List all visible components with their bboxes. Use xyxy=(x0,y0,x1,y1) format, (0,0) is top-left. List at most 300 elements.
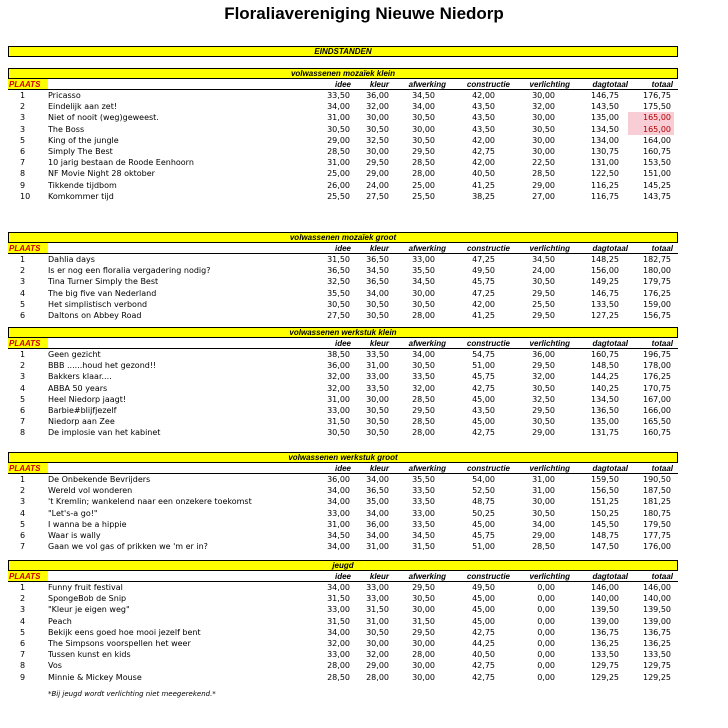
row-name: Bekijk eens goed hoe mooi jezelf bent xyxy=(48,627,201,637)
cell-afwerking: 34,00 xyxy=(412,350,435,359)
cell-totaal: 181,25 xyxy=(643,497,671,507)
cell-totaal: 165,50 xyxy=(643,417,671,427)
cell-constructie: 45,75 xyxy=(472,530,495,540)
cell-verlichting: 0,00 xyxy=(537,661,555,671)
cell-constructie: 40,50 xyxy=(472,169,495,179)
cell-totaal: 176,25 xyxy=(643,372,671,382)
header-kleur: kleur xyxy=(369,339,389,348)
header-verlichting: verlichting xyxy=(529,244,570,253)
cell-dagtotaal: 148,50 xyxy=(591,361,619,371)
row-rank: 8 xyxy=(20,661,26,671)
cell-kleur: 30,00 xyxy=(366,638,389,648)
cell-kleur: 30,50 xyxy=(366,310,389,320)
header-totaal: totaal xyxy=(651,464,673,473)
cell-totaal: 145,25 xyxy=(643,180,671,190)
cell-verlichting: 30,00 xyxy=(532,135,555,145)
cell-afwerking: 30,00 xyxy=(412,124,435,134)
header-verlichting: verlichting xyxy=(529,80,570,89)
cell-dagtotaal: 134,00 xyxy=(591,135,619,145)
table-row xyxy=(8,124,678,135)
header-constructie: constructie xyxy=(466,244,510,253)
table-row xyxy=(8,416,678,427)
row-name: Is er nog een floralia vergadering nodig? xyxy=(48,266,211,276)
cell-constructie: 42,75 xyxy=(472,146,495,156)
cell-kleur: 36,00 xyxy=(366,519,389,529)
cell-verlichting: 32,00 xyxy=(532,372,555,382)
cell-totaal: 160,75 xyxy=(643,146,671,156)
header-dagtotaal: dagtotaal xyxy=(592,80,628,89)
cell-dagtotaal: 131,75 xyxy=(591,428,619,438)
cell-kleur: 28,00 xyxy=(366,672,389,682)
row-name: Heel Niedorp jaagt! xyxy=(48,394,127,404)
cell-afwerking: 29,50 xyxy=(412,405,435,415)
cell-constructie: 42,00 xyxy=(472,299,495,309)
cell-kleur: 35,00 xyxy=(366,497,389,507)
row-rank: 1 xyxy=(20,91,26,100)
table-row xyxy=(8,394,678,405)
cell-verlichting: 0,00 xyxy=(537,605,555,615)
cell-totaal: 182,75 xyxy=(643,255,671,264)
cell-kleur: 36,50 xyxy=(366,255,389,264)
cell-verlichting: 22,50 xyxy=(532,158,555,168)
row-rank: 7 xyxy=(20,542,26,552)
cell-dagtotaal: 143,50 xyxy=(591,102,619,112)
cell-kleur: 33,00 xyxy=(366,583,389,592)
cell-dagtotaal: 129,75 xyxy=(591,661,619,671)
cell-dagtotaal: 147,50 xyxy=(591,542,619,552)
cell-constructie: 49,50 xyxy=(472,266,495,276)
cell-totaal: 176,75 xyxy=(643,91,671,100)
cell-kleur: 30,00 xyxy=(366,146,389,156)
cell-kleur: 27,50 xyxy=(366,191,389,201)
cell-dagtotaal: 145,50 xyxy=(591,519,619,529)
cell-dagtotaal: 148,25 xyxy=(591,255,619,264)
cell-idee: 31,50 xyxy=(327,594,350,604)
table-row xyxy=(8,649,678,660)
cell-totaal: 175,50 xyxy=(643,102,671,112)
cell-totaal: 136,25 xyxy=(643,638,671,648)
cell-totaal: 166,00 xyxy=(643,405,671,415)
cell-afwerking: 30,50 xyxy=(412,113,435,123)
table-row xyxy=(8,383,678,394)
cell-constructie: 43,50 xyxy=(472,113,495,123)
row-name: 't Kremlin; wankelend naar een onzekere toekomst xyxy=(48,497,252,507)
table-row xyxy=(8,265,678,276)
cell-verlichting: 25,50 xyxy=(532,299,555,309)
cell-verlichting: 32,50 xyxy=(532,394,555,404)
section-title: volwassenen mozaïek klein xyxy=(8,68,678,79)
cell-afwerking: 30,50 xyxy=(412,299,435,309)
row-rank: 3 xyxy=(20,605,26,615)
cell-dagtotaal: 151,25 xyxy=(591,497,619,507)
cell-idee: 28,50 xyxy=(327,146,350,156)
row-name: Niet of nooit (weg)geweest. xyxy=(48,113,159,123)
cell-afwerking: 33,50 xyxy=(412,372,435,382)
row-rank: 3 xyxy=(20,113,26,123)
row-name: Wereld vol wonderen xyxy=(48,486,133,496)
cell-dagtotaal: 140,25 xyxy=(591,383,619,393)
cell-dagtotaal: 160,75 xyxy=(591,350,619,359)
cell-afwerking: 28,50 xyxy=(412,394,435,404)
table-row xyxy=(8,405,678,416)
row-rank: 2 xyxy=(20,594,26,604)
cell-idee: 33,50 xyxy=(327,91,350,100)
header-constructie: constructie xyxy=(466,572,510,581)
cell-verlichting: 0,00 xyxy=(537,627,555,637)
cell-dagtotaal: 130,75 xyxy=(591,146,619,156)
cell-afwerking: 28,00 xyxy=(412,310,435,320)
cell-totaal: 167,00 xyxy=(643,394,671,404)
cell-afwerking: 29,50 xyxy=(412,583,435,592)
cell-verlichting: 0,00 xyxy=(537,583,555,592)
cell-verlichting: 27,00 xyxy=(532,191,555,201)
cell-totaal: 165,00 xyxy=(628,112,674,123)
cell-idee: 33,00 xyxy=(327,605,350,615)
cell-verlichting: 30,50 xyxy=(532,277,555,287)
cell-dagtotaal: 159,50 xyxy=(591,475,619,484)
table-row xyxy=(8,672,678,683)
cell-constructie: 45,75 xyxy=(472,372,495,382)
table-row xyxy=(8,288,678,299)
cell-idee: 26,00 xyxy=(327,180,350,190)
cell-kleur: 29,00 xyxy=(366,661,389,671)
header-constructie: constructie xyxy=(466,80,510,89)
cell-verlichting: 0,00 xyxy=(537,638,555,648)
cell-idee: 31,00 xyxy=(327,394,350,404)
cell-constructie: 54,00 xyxy=(472,475,495,484)
cell-dagtotaal: 116,25 xyxy=(591,180,619,190)
cell-afwerking: 30,50 xyxy=(412,594,435,604)
cell-constructie: 45,00 xyxy=(472,417,495,427)
header-idee: idee xyxy=(334,572,351,581)
cell-idee: 30,50 xyxy=(327,299,350,309)
table-row xyxy=(8,485,678,496)
cell-verlichting: 30,00 xyxy=(532,91,555,100)
header-dagtotaal: dagtotaal xyxy=(592,572,628,581)
cell-afwerking: 33,50 xyxy=(412,486,435,496)
cell-idee: 34,00 xyxy=(327,542,350,552)
cell-constructie: 45,75 xyxy=(472,277,495,287)
cell-dagtotaal: 129,25 xyxy=(591,672,619,682)
cell-afwerking: 28,00 xyxy=(412,428,435,438)
row-rank: 1 xyxy=(20,475,26,484)
cell-verlichting: 0,00 xyxy=(537,650,555,660)
header-verlichting: verlichting xyxy=(529,464,570,473)
row-rank: 4 xyxy=(20,508,26,518)
row-rank: 5 xyxy=(20,299,26,309)
row-rank: 3 xyxy=(20,372,26,382)
header-verlichting: verlichting xyxy=(529,572,570,581)
table-header xyxy=(8,338,678,349)
section-title: jeugd xyxy=(8,560,678,571)
cell-verlichting: 29,50 xyxy=(532,310,555,320)
cell-totaal: 133,50 xyxy=(643,650,671,660)
cell-constructie: 51,00 xyxy=(472,361,495,371)
cell-totaal: 180,75 xyxy=(643,508,671,518)
cell-constructie: 42,00 xyxy=(472,135,495,145)
row-rank: 2 xyxy=(20,486,26,496)
cell-kleur: 31,00 xyxy=(366,542,389,552)
cell-afwerking: 29,50 xyxy=(412,146,435,156)
cell-kleur: 34,00 xyxy=(366,475,389,484)
row-rank: 4 xyxy=(20,616,26,626)
row-name: Dahlia days xyxy=(48,255,95,264)
row-rank: 7 xyxy=(20,650,26,660)
cell-dagtotaal: 136,25 xyxy=(591,638,619,648)
header-afwerking: afwerking xyxy=(408,339,446,348)
table-row xyxy=(8,616,678,627)
cell-afwerking: 28,50 xyxy=(412,417,435,427)
cell-idee: 34,00 xyxy=(327,627,350,637)
cell-dagtotaal: 150,25 xyxy=(591,508,619,518)
row-rank: 7 xyxy=(20,417,26,427)
table-row xyxy=(8,582,678,593)
cell-constructie: 44,25 xyxy=(472,638,495,648)
cell-afwerking: 35,50 xyxy=(412,475,435,484)
cell-verlichting: 34,50 xyxy=(532,255,555,264)
cell-totaal: 139,50 xyxy=(643,605,671,615)
cell-idee: 30,50 xyxy=(327,124,350,134)
row-name: King of the jungle xyxy=(48,135,119,145)
cell-idee: 25,50 xyxy=(327,191,350,201)
cell-verlichting: 0,00 xyxy=(537,616,555,626)
cell-kleur: 30,50 xyxy=(366,124,389,134)
cell-dagtotaal: 144,25 xyxy=(591,372,619,382)
table-row xyxy=(8,627,678,638)
cell-idee: 28,00 xyxy=(327,661,350,671)
cell-idee: 31,50 xyxy=(327,255,350,264)
cell-dagtotaal: 148,75 xyxy=(591,530,619,540)
row-rank: 9 xyxy=(20,180,26,190)
table-row xyxy=(8,254,678,265)
table-row xyxy=(8,371,678,382)
cell-constructie: 43,50 xyxy=(472,102,495,112)
row-rank: 1 xyxy=(20,255,26,264)
header-idee: idee xyxy=(334,339,351,348)
cell-verlichting: 31,00 xyxy=(532,486,555,496)
cell-idee: 32,00 xyxy=(327,383,350,393)
cell-afwerking: 33,00 xyxy=(412,255,435,264)
row-name: "Kleur je eigen weg" xyxy=(48,605,130,615)
cell-kleur: 32,00 xyxy=(366,650,389,660)
cell-dagtotaal: 146,75 xyxy=(591,91,619,100)
cell-afwerking: 33,00 xyxy=(412,508,435,518)
cell-kleur: 24,00 xyxy=(366,180,389,190)
cell-constructie: 45,00 xyxy=(472,616,495,626)
cell-totaal: 187,50 xyxy=(643,486,671,496)
cell-totaal: 143,75 xyxy=(643,191,671,201)
header-kleur: kleur xyxy=(369,80,389,89)
row-name: De Onbekende Bevrijders xyxy=(48,475,151,484)
row-rank: 10 xyxy=(20,191,31,201)
table-row xyxy=(8,310,678,321)
cell-totaal: 179,50 xyxy=(643,519,671,529)
plaats-header: PLAATS xyxy=(8,571,48,582)
table-row xyxy=(8,112,678,123)
row-name: Tikkende tijdbom xyxy=(48,180,117,190)
header-idee: idee xyxy=(334,80,351,89)
cell-kleur: 33,00 xyxy=(366,372,389,382)
cell-kleur: 34,00 xyxy=(366,508,389,518)
section-4 xyxy=(8,560,678,683)
row-rank: 7 xyxy=(20,158,26,168)
table-header xyxy=(8,243,678,254)
cell-idee: 32,00 xyxy=(327,372,350,382)
row-name: NF Movie Night 28 oktober xyxy=(48,169,155,179)
header-constructie: constructie xyxy=(466,464,510,473)
header-totaal: totaal xyxy=(651,80,673,89)
cell-totaal: 139,00 xyxy=(643,616,671,626)
cell-afwerking: 28,00 xyxy=(412,650,435,660)
cell-constructie: 45,00 xyxy=(472,394,495,404)
cell-constructie: 41,25 xyxy=(472,310,495,320)
header-constructie: constructie xyxy=(466,339,510,348)
table-row xyxy=(8,360,678,371)
cell-verlichting: 30,00 xyxy=(532,146,555,156)
cell-constructie: 48,75 xyxy=(472,497,495,507)
cell-kleur: 29,00 xyxy=(366,169,389,179)
row-name: The Simpsons voorspellen het weer xyxy=(48,638,191,648)
eindstanden-banner: EINDSTANDEN xyxy=(8,46,678,57)
cell-kleur: 33,00 xyxy=(366,594,389,604)
cell-afwerking: 30,00 xyxy=(412,638,435,648)
table-row xyxy=(8,474,678,485)
table-row xyxy=(8,349,678,360)
section-title: volwassenen werkstuk groot xyxy=(8,452,678,463)
cell-constructie: 47,25 xyxy=(472,288,495,298)
cell-kleur: 33,50 xyxy=(366,350,389,359)
row-name: Eindelijk aan zet! xyxy=(48,102,118,112)
cell-kleur: 34,00 xyxy=(366,530,389,540)
cell-constructie: 38,25 xyxy=(472,191,495,201)
row-rank: 2 xyxy=(20,266,26,276)
row-rank: 3 xyxy=(20,497,26,507)
cell-dagtotaal: 149,25 xyxy=(591,277,619,287)
cell-idee: 36,00 xyxy=(327,475,350,484)
table-row xyxy=(8,519,678,530)
cell-constructie: 42,00 xyxy=(472,158,495,168)
table-row xyxy=(8,427,678,438)
cell-afwerking: 30,00 xyxy=(412,672,435,682)
cell-idee: 28,50 xyxy=(327,672,350,682)
cell-verlichting: 29,50 xyxy=(532,361,555,371)
cell-verlichting: 29,50 xyxy=(532,405,555,415)
table-row xyxy=(8,146,678,157)
table-row xyxy=(8,604,678,615)
cell-totaal: 129,25 xyxy=(643,672,671,682)
cell-idee: 34,00 xyxy=(327,102,350,112)
cell-idee: 36,50 xyxy=(327,266,350,276)
row-rank: 6 xyxy=(20,146,26,156)
table-row xyxy=(8,180,678,191)
cell-afwerking: 35,50 xyxy=(412,266,435,276)
header-kleur: kleur xyxy=(369,464,389,473)
cell-totaal: 153,50 xyxy=(643,158,671,168)
cell-constructie: 45,00 xyxy=(472,519,495,529)
section-1 xyxy=(8,232,678,321)
cell-constructie: 43,50 xyxy=(472,405,495,415)
table-row xyxy=(8,541,678,552)
row-name: Peach xyxy=(48,616,72,626)
row-name: Het simplistisch verbond xyxy=(48,299,148,309)
cell-afwerking: 33,50 xyxy=(412,519,435,529)
row-name: Minnie & Mickey Mouse xyxy=(48,672,142,682)
table-row xyxy=(8,496,678,507)
cell-kleur: 36,50 xyxy=(366,277,389,287)
header-totaal: totaal xyxy=(651,244,673,253)
header-afwerking: afwerking xyxy=(408,572,446,581)
cell-totaal: 146,00 xyxy=(643,583,671,592)
cell-verlichting: 28,50 xyxy=(532,542,555,552)
cell-constructie: 42,75 xyxy=(472,627,495,637)
cell-dagtotaal: 133,50 xyxy=(591,650,619,660)
cell-dagtotaal: 134,50 xyxy=(591,124,619,134)
cell-constructie: 42,00 xyxy=(472,91,495,100)
plaats-header: PLAATS xyxy=(8,338,48,349)
row-name: The big five van Nederland xyxy=(48,288,157,298)
cell-kleur: 36,50 xyxy=(366,486,389,496)
cell-afwerking: 30,00 xyxy=(412,288,435,298)
cell-dagtotaal: 146,00 xyxy=(591,583,619,592)
row-rank: 1 xyxy=(20,350,26,359)
cell-afwerking: 28,50 xyxy=(412,158,435,168)
cell-totaal: 164,00 xyxy=(643,135,671,145)
cell-idee: 34,00 xyxy=(327,583,350,592)
table-header xyxy=(8,571,678,582)
row-rank: 6 xyxy=(20,405,26,415)
table-row xyxy=(8,135,678,146)
cell-afwerking: 30,50 xyxy=(412,135,435,145)
cell-verlichting: 30,50 xyxy=(532,383,555,393)
cell-constructie: 42,75 xyxy=(472,672,495,682)
cell-afwerking: 32,00 xyxy=(412,383,435,393)
cell-kleur: 30,00 xyxy=(366,113,389,123)
table-row xyxy=(8,276,678,287)
row-name: Simply The Best xyxy=(48,146,113,156)
cell-idee: 33,00 xyxy=(327,405,350,415)
cell-dagtotaal: 116,75 xyxy=(591,191,619,201)
row-name: Niedorp aan Zee xyxy=(48,417,115,427)
cell-verlichting: 29,00 xyxy=(532,428,555,438)
plaats-header: PLAATS xyxy=(8,463,48,474)
cell-idee: 34,50 xyxy=(327,530,350,540)
section-title: volwassenen mozaïek groot xyxy=(8,232,678,243)
cell-verlichting: 32,00 xyxy=(532,102,555,112)
cell-afwerking: 25,00 xyxy=(412,180,435,190)
cell-constructie: 42,75 xyxy=(472,428,495,438)
cell-dagtotaal: 139,00 xyxy=(591,616,619,626)
row-name: I wanna be a hippie xyxy=(48,519,127,529)
row-name: Barbie#blijfjezelf xyxy=(48,405,117,415)
cell-verlichting: 30,50 xyxy=(532,508,555,518)
cell-verlichting: 0,00 xyxy=(537,594,555,604)
page-title: Floraliavereniging Nieuwe Niedorp xyxy=(224,4,504,23)
row-rank: 6 xyxy=(20,530,26,540)
cell-totaal: 165,00 xyxy=(628,124,674,135)
cell-verlichting: 31,00 xyxy=(532,475,555,484)
row-rank: 9 xyxy=(20,672,26,682)
cell-afwerking: 33,50 xyxy=(412,497,435,507)
row-rank: 3 xyxy=(20,124,26,134)
cell-verlichting: 36,00 xyxy=(532,350,555,359)
row-rank: 8 xyxy=(20,428,26,438)
row-rank: 2 xyxy=(20,102,26,112)
cell-kleur: 34,00 xyxy=(366,288,389,298)
row-name: Tina Turner Simply the Best xyxy=(48,277,159,287)
cell-constructie: 42,75 xyxy=(472,383,495,393)
cell-dagtotaal: 133,50 xyxy=(591,299,619,309)
table-row xyxy=(8,530,678,541)
